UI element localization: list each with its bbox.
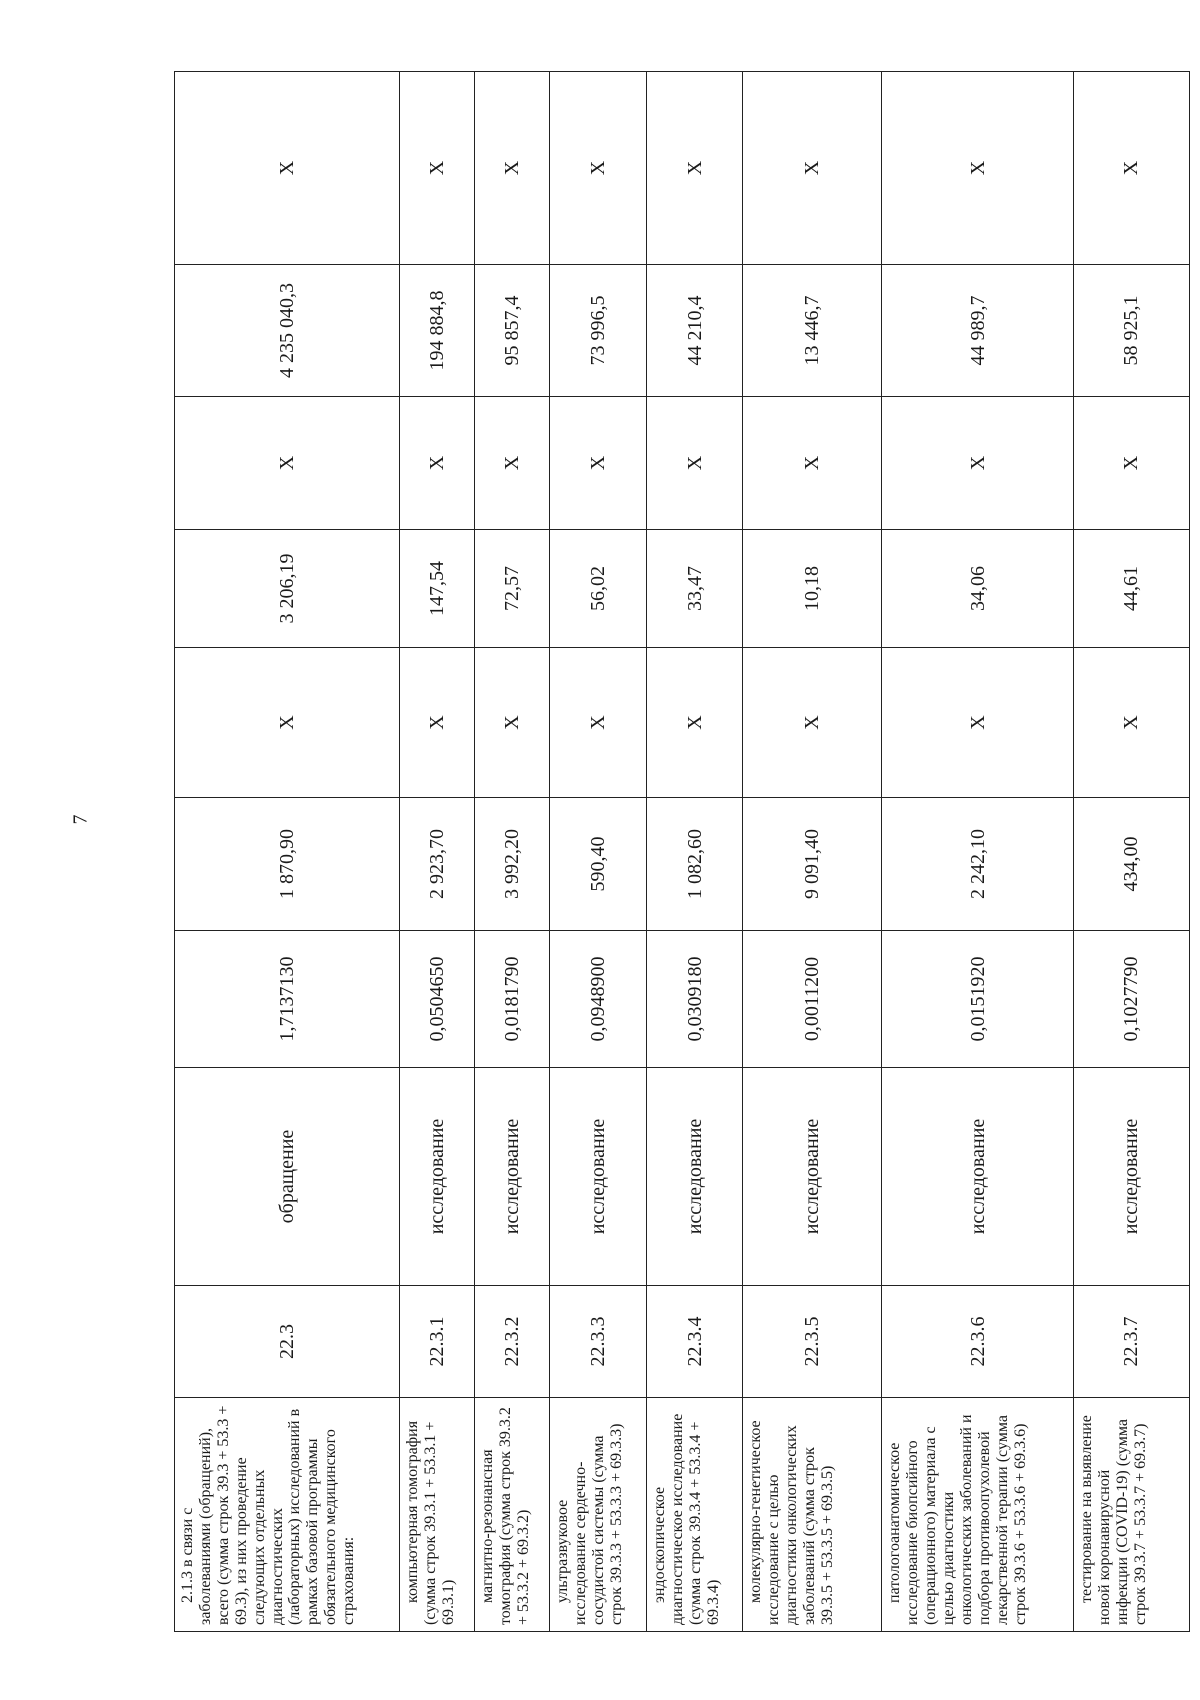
row-code-cell: 22.3.3 — [550, 1286, 647, 1398]
row-x-cell: X — [646, 72, 743, 265]
row-per-capita-cell: 3 206,19 — [175, 530, 400, 648]
row-cost-cell: 9 091,40 — [743, 798, 882, 931]
row-per-capita-cell: 34,06 — [882, 530, 1074, 648]
row-per-capita-cell: 72,57 — [475, 530, 550, 648]
table-row — [550, 72, 647, 1632]
row-x-cell: X — [475, 648, 550, 798]
row-volume-cell: 0,1027790 — [1073, 931, 1189, 1068]
row-total-cell: 95 857,4 — [475, 265, 550, 397]
rotated-table-wrapper — [174, 72, 1190, 1632]
row-per-capita-cell: 147,54 — [400, 530, 475, 648]
row-total-cell: 73 996,5 — [550, 265, 647, 397]
row-cost-cell: 2 242,10 — [882, 798, 1074, 931]
row-x-cell: X — [400, 72, 475, 265]
row-cost-cell: 434,00 — [1073, 798, 1189, 931]
row-code-cell: 22.3.5 — [743, 1286, 882, 1398]
row-code-cell: 22.3.6 — [882, 1286, 1074, 1398]
row-x-cell: X — [550, 648, 647, 798]
row-unit-cell: исследование — [400, 1068, 475, 1286]
services-table — [174, 71, 1190, 1632]
row-per-capita-cell: 10,18 — [743, 530, 882, 648]
row-x-cell: X — [646, 648, 743, 798]
row-name-cell: молекулярно-генетическое исследование с целью диагностики онкологических заболеваний (сумма строк 39.3.5 + 53.3.5 + 69.3.5) — [743, 1398, 882, 1632]
row-per-capita-cell: 33,47 — [646, 530, 743, 648]
row-unit-cell: исследование — [743, 1068, 882, 1286]
row-unit-cell: исследование — [550, 1068, 647, 1286]
row-code-cell: 22.3.4 — [646, 1286, 743, 1398]
row-x-cell: X — [175, 648, 400, 798]
row-unit-cell: обращение — [175, 1068, 400, 1286]
row-volume-cell: 0,0151920 — [882, 931, 1074, 1068]
table-row — [743, 72, 882, 1632]
row-total-cell: 58 925,1 — [1073, 265, 1189, 397]
row-x-cell: X — [646, 397, 743, 530]
row-code-cell: 22.3 — [175, 1286, 400, 1398]
row-volume-cell: 0,0948900 — [550, 931, 647, 1068]
row-unit-cell: исследование — [1073, 1068, 1189, 1286]
row-x-cell: X — [550, 72, 647, 265]
row-x-cell: X — [175, 72, 400, 265]
row-cost-cell: 1 870,90 — [175, 798, 400, 931]
row-x-cell: X — [400, 397, 475, 530]
row-x-cell: X — [1073, 72, 1189, 265]
row-volume-cell: 0,0011200 — [743, 931, 882, 1068]
row-name-cell: патологоанатомическое исследование биопсийного (операционного) материала с целью диагностики онкологических заболеваний и подбора противоопухолевой лекарственной терапии (сумма строк 39.3.6 + 53.3.6 + 69.3.6) — [882, 1398, 1074, 1632]
row-total-cell: 13 446,7 — [743, 265, 882, 397]
row-name-cell: магнитно-резонансная томография (сумма строк 39.3.2 + 53.3.2 + 69.3.2) — [475, 1398, 550, 1632]
table-row — [882, 72, 1074, 1632]
row-name-cell: ультразвуковое исследование сердечно-сосудистой системы (сумма строк 39.3.3 + 53.3.3 + 69.3.3) — [550, 1398, 647, 1632]
row-x-cell: X — [743, 648, 882, 798]
table-row — [1073, 72, 1189, 1632]
row-x-cell: X — [400, 648, 475, 798]
row-volume-cell: 1,7137130 — [175, 931, 400, 1068]
row-name-cell: 2.1.3 в связи с заболеваниями (обращений), всего (сумма строк 39.3 + 53.3 + 69.3), из них проведение следующих отдельных диагностических (лабораторных) исследований в рамках базовой программы обязательного медицинского страхования: — [175, 1398, 400, 1632]
row-total-cell: 194 884,8 — [400, 265, 475, 397]
row-x-cell: X — [882, 648, 1074, 798]
row-cost-cell: 2 923,70 — [400, 798, 475, 931]
row-x-cell: X — [475, 397, 550, 530]
row-unit-cell: исследование — [475, 1068, 550, 1286]
row-cost-cell: 1 082,60 — [646, 798, 743, 931]
row-unit-cell: исследование — [646, 1068, 743, 1286]
row-x-cell: X — [882, 72, 1074, 265]
row-x-cell: X — [743, 72, 882, 265]
table-row — [400, 72, 475, 1632]
row-volume-cell: 0,0181790 — [475, 931, 550, 1068]
row-name-cell: тестирование на выявление новой коронавирусной инфекции (COVID-19) (сумма строк 39.3.7 + 53.3.7 + 69.3.7) — [1073, 1398, 1189, 1632]
row-volume-cell: 0,0504650 — [400, 931, 475, 1068]
row-x-cell: X — [1073, 397, 1189, 530]
row-per-capita-cell: 56,02 — [550, 530, 647, 648]
row-x-cell: X — [882, 397, 1074, 530]
row-total-cell: 44 210,4 — [646, 265, 743, 397]
row-cost-cell: 3 992,20 — [475, 798, 550, 931]
row-x-cell: X — [175, 397, 400, 530]
row-code-cell: 22.3.1 — [400, 1286, 475, 1398]
table-row — [475, 72, 550, 1632]
row-unit-cell: исследование — [882, 1068, 1074, 1286]
row-per-capita-cell: 44,61 — [1073, 530, 1189, 648]
row-name-cell: эндоскопическое диагностическое исследование (сумма строк 39.3.4 + 53.3.4 + 69.3.4) — [646, 1398, 743, 1632]
row-code-cell: 22.3.7 — [1073, 1286, 1189, 1398]
row-x-cell: X — [1073, 648, 1189, 798]
row-x-cell: X — [743, 397, 882, 530]
row-total-cell: 4 235 040,3 — [175, 265, 400, 397]
row-volume-cell: 0,0309180 — [646, 931, 743, 1068]
row-name-cell: компьютерная томография (сумма строк 39.3.1 + 53.3.1 + 69.3.1) — [400, 1398, 475, 1632]
row-x-cell: X — [550, 397, 647, 530]
row-code-cell: 22.3.2 — [475, 1286, 550, 1398]
page-number: 7 — [69, 814, 92, 825]
row-total-cell: 44 989,7 — [882, 265, 1074, 397]
table-row — [175, 72, 400, 1632]
table-row — [646, 72, 743, 1632]
row-cost-cell: 590,40 — [550, 798, 647, 931]
row-x-cell: X — [475, 72, 550, 265]
